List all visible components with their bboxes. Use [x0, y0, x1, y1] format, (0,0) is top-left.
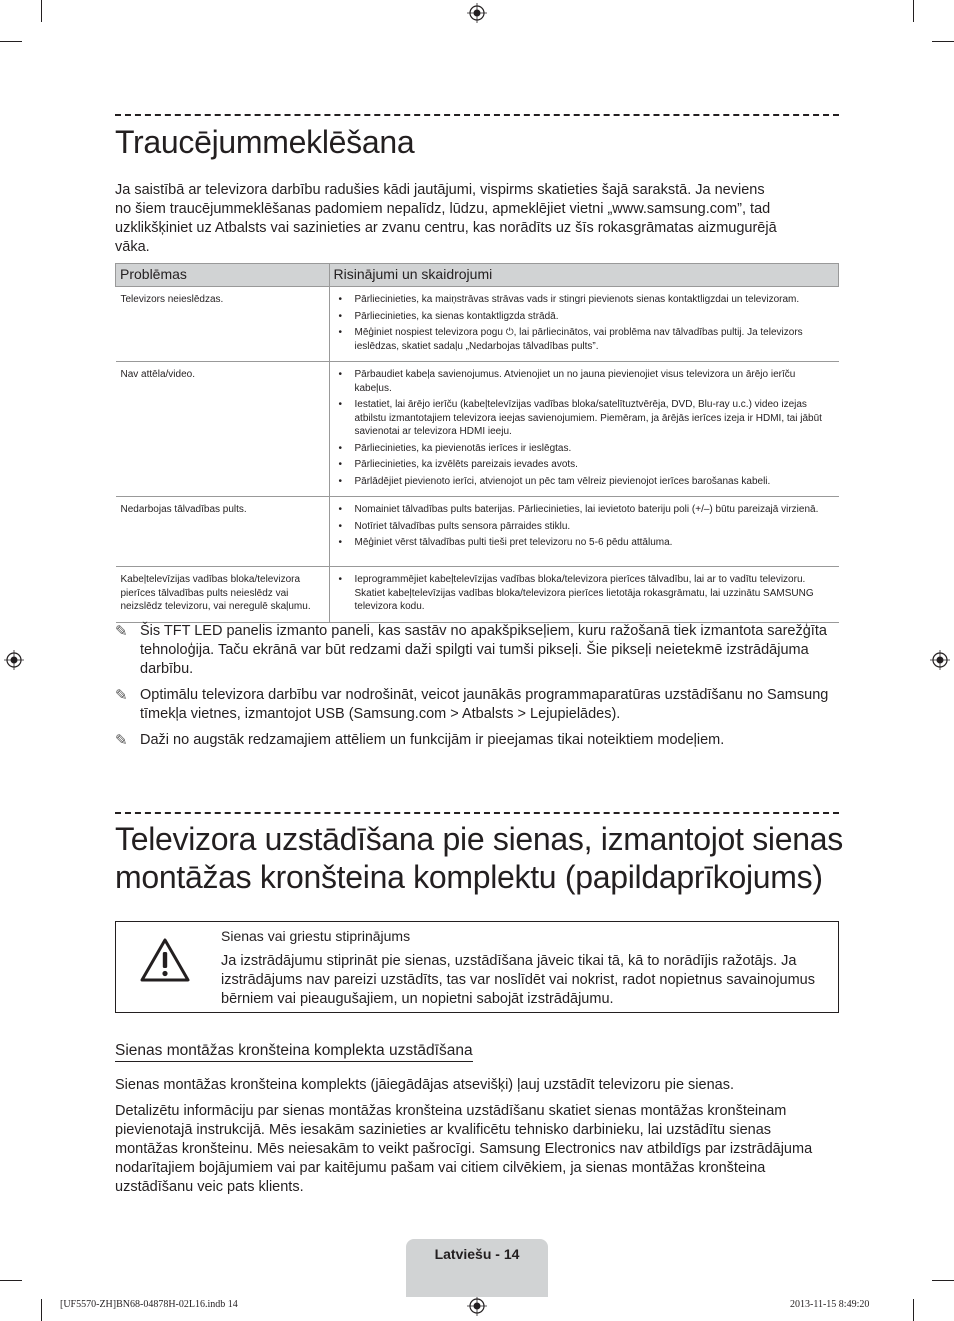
page-number-tab — [406, 1239, 548, 1297]
problem-cell: Nav attēla/video. — [116, 362, 330, 497]
solution-item: • Pārliecinieties, ka maiņstrāvas strāvas vads ir stingri pievienots sienas kontaktligzdai un televizoram. — [355, 293, 835, 307]
registration-mark-icon — [930, 650, 950, 670]
crop-mark — [913, 1299, 914, 1321]
registration-mark-icon — [467, 1296, 487, 1316]
solution-item: • Pārlādējiet pievienoto ierīci, atvienojot un pēc tam vēlreiz pievienojot ierīces barošanas kabeli. — [355, 475, 835, 489]
section-divider — [115, 812, 839, 814]
crop-mark — [913, 0, 914, 22]
section-title-line: Televizora uzstādīšana pie sienas, izmantojot sienas — [115, 821, 843, 857]
paragraph: Detalizētu informāciju par sienas montāžas kronšteina uzstādīšanu skatiet sienas montāžas kronšteinam pievienotajā instrukcijā. Mēs iesakām sazinieties ar kvalificētu tehnisko darbinieku, lai uzstādītu sienas montāžas kronšteinu. Mēs neiesakām to veikt pašrocīgi. Samsung Electronics nav atbildīgs par izstrādājuma nodarītajiem bojājumiem vai par kaitējumu pašam vai citiem cilvēkiem, ja sienas montāžas kronšteina uzstādīšanu veic pats klients. — [115, 1103, 813, 1195]
column-header-problems: Problēmas — [116, 264, 330, 287]
registration-mark-icon — [4, 650, 24, 670]
table-row — [116, 287, 839, 362]
registration-mark-icon — [467, 3, 487, 23]
problem-cell: Nedarbojas tālvadības pults. — [116, 497, 330, 567]
solution-item: • Notīriet tālvadības pults sensora pārraides stiklu. — [355, 520, 835, 534]
warning-triangle-icon — [139, 936, 191, 984]
intro-paragraph — [115, 181, 835, 257]
intro-line: no šiem traucējummeklēšanas padomiem nepalīdz, lūdzu, apmeklējiet vietni „www.samsung.com”, tad — [115, 201, 771, 217]
crop-mark — [0, 41, 22, 42]
solution-item: • Nomainiet tālvadības pults baterijas. Pārliecinieties, lai ievietoto bateriju poli (+/–) būtu pareizajā virzienā. — [355, 503, 835, 517]
note-item — [115, 622, 839, 679]
section-title-wall-mount — [115, 821, 843, 895]
problem-cell: Kabeļtelevīzijas vadības bloka/televizora pierīces tālvadības pults neieslēdz vai neizslēdz televizoru, vai neregulē skaļumu. — [116, 567, 330, 623]
intro-line: uzklikšķiniet uz Atbalsts vai sazinieties ar zvanu centru, kas norādīts uz šīs rokasgrāmatas aizmugurējā — [115, 220, 777, 236]
intro-line: vāka. — [115, 239, 150, 255]
crop-mark — [41, 0, 42, 22]
solution-item: • Pārliecinieties, ka pievienotās ierīces ir ieslēgtas. — [355, 442, 835, 456]
note-text: Daži no augstāk redzamajiem attēliem un funkcijām ir pieejamas tikai noteiktiem modeļiem. — [140, 732, 725, 748]
solution-item: • Ieprogrammējiet kabeļtelevīzijas vadības bloka/televizora pierīces tālvadību, lai ar to vadītu televizoru. Skatiet kabeļtelevīzijas vadības bloka/televizora pierīces lietotāja rokasgrāmatu, lai uzzinātu SAMSUNG televizora kodu. — [355, 573, 835, 614]
problem-cell: Televizors neieslēdzas. — [116, 287, 330, 362]
print-slug-left: [UF5570-ZH]BN68-04878H-02L16.indb 14 — [60, 1299, 238, 1310]
note-item — [115, 686, 839, 724]
table-row — [116, 567, 839, 623]
intro-line: Ja saistībā ar televizora darbību radušies kādi jautājumi, vispirms skatieties šajā sarakstā. Ja neviens — [115, 182, 765, 198]
page-number: Latviešu - 14 — [434, 1246, 520, 1262]
subheading: Sienas montāžas kronšteina komplekta uzstādīšana — [115, 1041, 473, 1062]
solution-item: • Pārbaudiet kabeļa savienojumus. Atvienojiet un no jauna pievienojiet visus televizora un ārējo ierīču kabeļus. — [355, 368, 835, 395]
pencil-icon: ✎ — [115, 732, 128, 749]
pencil-icon: ✎ — [115, 687, 128, 704]
crop-mark — [932, 41, 954, 42]
crop-mark — [932, 1280, 954, 1281]
table-header-row — [116, 264, 839, 287]
solution-cell — [329, 497, 839, 567]
solution-item: • Mēģiniet nospiest televizora pogu ⏻, lai pārliecinātos, vai problēma nav tālvadības pultij. Ja televizors ieslēdzas, skatiet sadaļu „Nedarbojas tālvadības pults”. — [355, 326, 835, 353]
table-row — [116, 362, 839, 497]
crop-mark — [0, 1280, 22, 1281]
warning-title: Sienas vai griestu stiprinājums — [221, 928, 411, 944]
note-item — [115, 731, 839, 750]
paragraph: Sienas montāžas kronšteina komplekts (jāiegādājas atsevišķi) ļauj uzstādīt televizoru pie sienas. — [115, 1077, 734, 1093]
warning-text: Ja izstrādājumu stiprināt pie sienas, uzstādīšana jāveic tikai tā, kā to norādījis ražotājs. Ja izstrādājums nav pareizi uzstādīts, tas var noslīdēt vai nokrist, radot nopietnus savainojumus bērniem vai pieaugušajiem, un nopietni sabojāt izstrādājumu. — [221, 953, 815, 1007]
solution-cell — [329, 567, 839, 623]
table-row — [116, 497, 839, 567]
section-divider — [115, 114, 839, 116]
solution-item: • Mēģiniet vērst tālvadības pulti tieši pret televizoru no 5-6 pēdu attāluma. — [355, 536, 835, 550]
section-title-line: montāžas kronšteina komplektu (papildaprīkojums) — [115, 859, 823, 895]
solution-item: • Pārliecinieties, ka izvēlēts pareizais ievades avots. — [355, 458, 835, 472]
troubleshooting-table — [115, 263, 839, 623]
solution-item: • Pārliecinieties, ka sienas kontaktligzda strādā. — [355, 310, 835, 324]
solution-cell — [329, 287, 839, 362]
pencil-icon: ✎ — [115, 623, 128, 640]
note-text: Optimālu televizora darbību var nodrošināt, veicot jaunākās programmaparatūras uzstādīšanu no Samsung tīmekļa vietnes, izmantojot USB (Samsung.com > Atbalsts > Lejupielādes). — [140, 687, 829, 722]
section-title-troubleshooting: Traucējummeklēšana — [115, 124, 415, 160]
warning-box — [115, 921, 839, 1013]
solution-cell — [329, 362, 839, 497]
print-slug-right: 2013-11-15 8:49:20 — [790, 1299, 870, 1310]
column-header-solutions: Risinājumi un skaidrojumi — [329, 264, 839, 287]
crop-mark — [41, 1299, 42, 1321]
note-text: Šis TFT LED panelis izmanto paneli, kas sastāv no apakšpikseļiem, kuru ražošanā tiek izmantota sarežģīta tehnoloģija. Taču ekrānā var būt redzami daži spilgti vai tumši pikseļi. Šie pikseļi neietekmē izstrādājuma darbību. — [140, 623, 827, 677]
solution-item: • Iestatiet, lai ārējo ierīču (kabeļtelevīzijas vadības bloka/satelītuztvērēja, DVD, Blu-ray u.c.) video izejas atbilstu izmantotajiem televizora ieejas savienojumiem. Piemēram, ja ārējās ierīces izeja ir HDMI, tai jābūt savienotai ar televizora HDMI ieeju. — [355, 398, 835, 439]
